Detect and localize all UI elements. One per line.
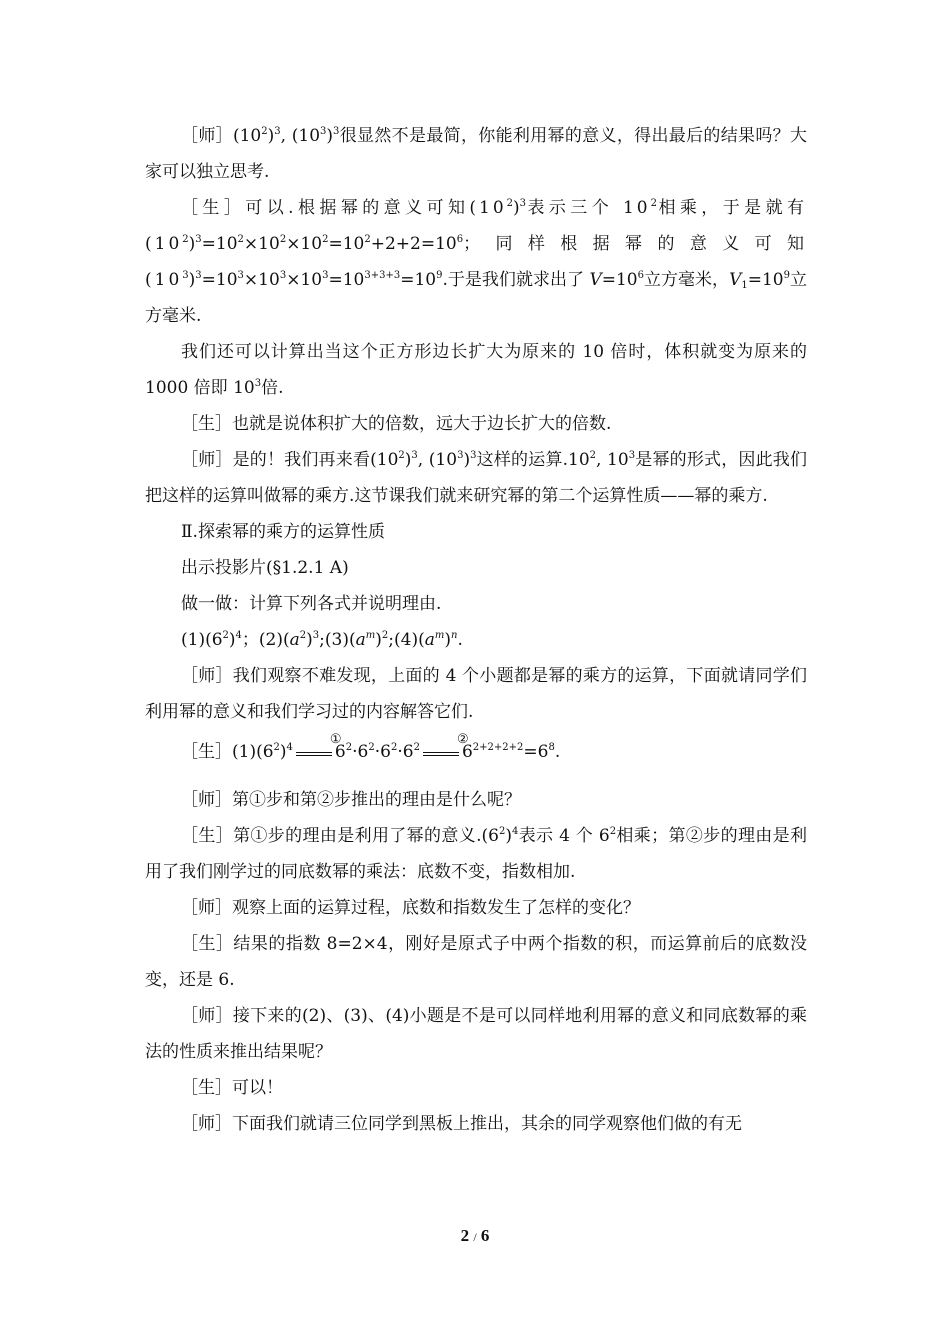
page-content bbox=[145, 118, 807, 1142]
paragraph: ［师$](10^2)^3$, $(10^3)^3$很显然不是最简，你能利用幂的意义，得出最后的结果吗？大家可以独立思考. bbox=[145, 126, 808, 182]
paragraph: 做一做：计算下列各式并说明理由. bbox=[181, 594, 442, 614]
equals-step-1: ① bbox=[294, 743, 334, 763]
paragraph: ［生］也就是说体积扩大的倍数，远大于边长扩大的倍数. bbox=[181, 414, 612, 434]
paragraph: ［师］我们观察不难发现，上面的 4 个小题都是幂的乘方的运算，下面就请同学们利用幂的意义和我们学习过的内容解答它们. bbox=[145, 666, 807, 722]
page-number: 2 / 6 bbox=[460, 1226, 490, 1245]
paragraph: ［师］是的！我们再来看$(10^2)^3$, $(10^3)^3$这样的运算$.10^2$, $10^3$是幂的形式，因此我们把这样的运算叫做幂的乘方.这节课我们就来研究幂的第二个运算性质——幂的乘方. bbox=[145, 450, 808, 506]
section-heading: Ⅱ.探索幂的乘方的运算性质 bbox=[181, 522, 385, 542]
paragraph: ［师］接下来的(2)、(3)、(4)小题是不是可以同样地利用幂的意义和同底数幂的乘法的性质来推出结果呢？ bbox=[145, 1006, 807, 1062]
paragraph: 出示投影片(§1.2.1 A) bbox=[181, 558, 349, 578]
paragraph: ［师］第①步和第②步推出的理由是什么呢？ bbox=[181, 790, 521, 810]
paragraph: ［生］可以！ bbox=[181, 1078, 283, 1098]
paragraph: ［生］结果的指数 8=2×4，刚好是原式子中两个指数的积，而运算前后的底数没变，还是 6. bbox=[145, 934, 807, 990]
paragraph: ［生］第①步的理由是利用了幂的意义$.(6^2)^4$表示 4 个 $6^2$相乘；第②步的理由是利用了我们刚学过的同底数幂的乘法：底数不变，指数相加. bbox=[145, 826, 808, 882]
paragraph: ［师］观察上面的运算过程，底数和指数发生了怎样的变化？ bbox=[181, 898, 640, 918]
paragraph: ［师］下面我们就请三位同学到黑板上推出，其余的同学观察他们做的有无 bbox=[181, 1114, 742, 1134]
exercise-list: $(1)(6^2)^4$；$(2)(a^2)^3;(3)(a^m)^2;(4)(a^m)^n$. bbox=[181, 630, 463, 650]
paragraph: ［生］可以.根据幂的意义可知$(10^2)^3$表示三个 $10^2$相乘，于是就有$(10^2)^3=10^2\times 10^2\times 10^2=10^2+2+2=10^6$；同样根据幂的意义可知$(10^3)^3=10^3\times 10^3\times 10^3=10^{3+3+3}=10^9$.于是我们就求出了 $V=10^6$立方毫米，$V_1=10^9$立方毫米. bbox=[145, 198, 808, 326]
paragraph: 我们还可以计算出当这个正方形边长扩大为原来的 10 倍时，体积就变为原来的 1000 倍即 $10^3$倍. bbox=[145, 342, 807, 398]
equals-step-2: ② bbox=[421, 743, 461, 763]
derivation: ［生$](1)(6^2)^4$ ① $6^2\cdot 6^2\cdot 6^2\cdot 6^2$ ② $6^{2+2+2+2}=6^8$. bbox=[181, 731, 561, 762]
